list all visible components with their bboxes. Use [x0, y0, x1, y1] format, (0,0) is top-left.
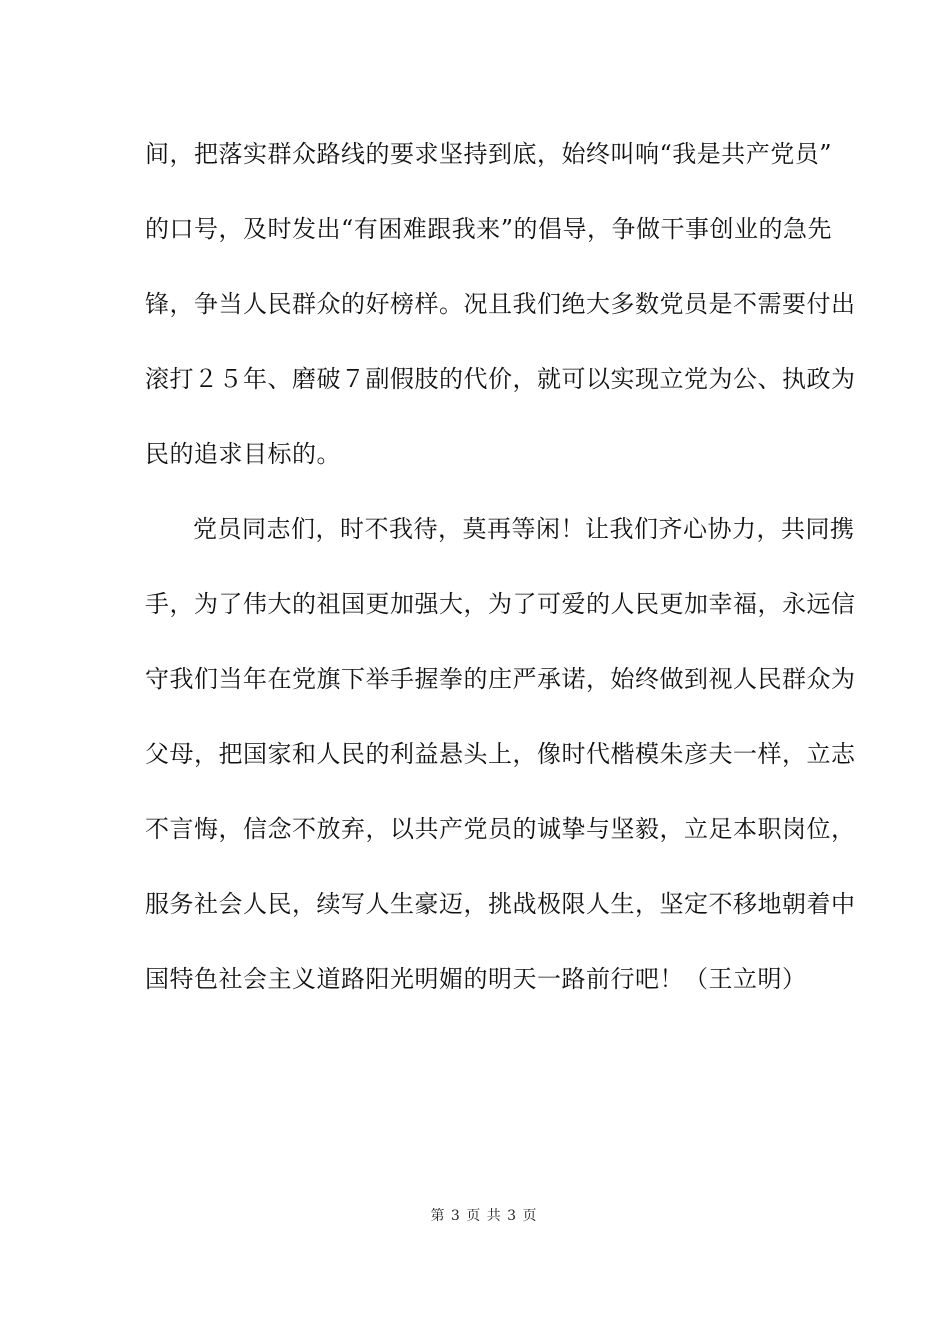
paragraph-2-line-3: 守我们当年在党旗下举手握拳的庄严承诺，始终做到视人民群众为 — [145, 665, 856, 693]
paragraph-2-line-2: 手，为了伟大的祖国更加强大，为了可爱的人民更加幸福，永远信 — [145, 590, 856, 618]
page-number-footer: 第 3 页 共 3 页 — [430, 1208, 538, 1224]
paragraph-2-line-7: 国特色社会主义道路阳光明媚的明天一路前行吧！（王立明） — [145, 965, 807, 993]
paragraph-1-line-1: 间，把落实群众路线的要求坚持到底，始终叫响“我是共产党员” — [145, 140, 833, 168]
paragraph-1-line-4: 滚打２５年、磨破７副假肢的代价，就可以实现立党为公、执政为 — [145, 365, 856, 393]
paragraph-1-line-5: 民的追求目标的。 — [145, 440, 341, 468]
paragraph-1-line-2: 的口号，及时发出“有困难跟我来”的倡导，争做干事创业的急先 — [145, 215, 833, 243]
paragraph-1-line-3: 锋，争当人民群众的好榜样。况且我们绝大多数党员是不需要付出 — [145, 290, 856, 318]
paragraph-2-line-5: 不言悔，信念不放弃，以共产党员的诚挚与坚毅，立足本职岗位， — [145, 815, 856, 843]
paragraph-2-line-1: 党员同志们，时不我待，莫再等闲！让我们齐心协力，共同携 — [193, 515, 855, 543]
paragraph-2-line-4: 父母，把国家和人民的利益悬头上，像时代楷模朱彦夫一样，立志 — [145, 740, 856, 768]
paragraph-2-line-6: 服务社会人民，续写人生豪迈，挑战极限人生，坚定不移地朝着中 — [145, 890, 856, 918]
